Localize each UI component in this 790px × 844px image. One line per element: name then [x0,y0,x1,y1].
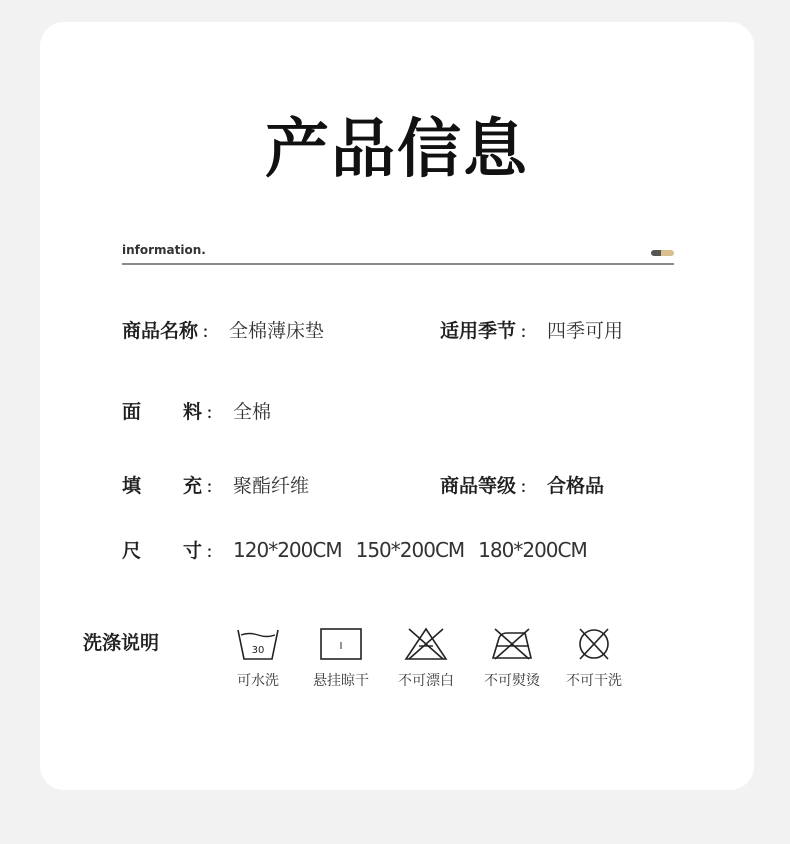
no-iron-icon [489,626,535,662]
field-key: 尺寸 [122,540,202,562]
care-item-no-bleach [394,626,458,690]
hang-mark: I [339,641,343,652]
section-label: information. [122,243,206,257]
size-value: 120*200CM [233,538,342,562]
field-key: 商品等级 [440,475,517,497]
care-item-hang-dry [309,626,373,690]
no-bleach-icon [403,626,449,662]
wash-tub-30-icon [235,626,281,662]
field-key: 面料 [122,401,202,423]
field-grade [440,471,604,498]
accent-pill-icon [651,250,674,256]
size-value: 180*200CM [478,538,587,562]
page-title: 产品信息 [265,113,529,187]
care-title: 洗涤说明 [83,632,160,654]
field-value: 四季可用 [547,320,624,342]
hang-dry-icon [318,626,364,662]
field-colon: ： [206,478,222,496]
field-value: 全棉 [233,401,272,423]
field-colon: ： [520,323,536,341]
care-label: 可水洗 [237,673,279,689]
field-fabric [122,397,271,424]
field-colon: ： [206,404,222,422]
care-label: 不可漂白 [398,673,454,689]
care-item-no-iron [480,626,544,690]
field-size [122,536,601,563]
field-key: 商品名称 [122,320,199,342]
divider [122,263,674,265]
care-label: 悬挂晾干 [313,673,369,689]
field-key: 填充 [122,475,202,497]
field-value: 合格品 [547,475,605,497]
field-colon: ： [202,323,218,341]
size-value: 150*200CM [355,538,465,562]
no-dry-clean-icon [571,626,617,662]
care-label: 不可熨烫 [484,673,540,689]
field-colon: ： [520,478,536,496]
field-filling [122,471,309,498]
field-key: 适用季节 [440,320,517,342]
care-item-no-dry-clean [562,626,626,690]
field-value: 聚酯纤维 [233,475,310,497]
care-label: 不可干洗 [566,673,622,689]
field-colon: ： [206,543,222,561]
field-season [440,316,623,343]
field-value: 全棉薄床垫 [229,320,325,342]
care-item-wash [226,626,290,690]
field-product-name [122,316,324,343]
wash-temp: 30 [251,645,265,656]
